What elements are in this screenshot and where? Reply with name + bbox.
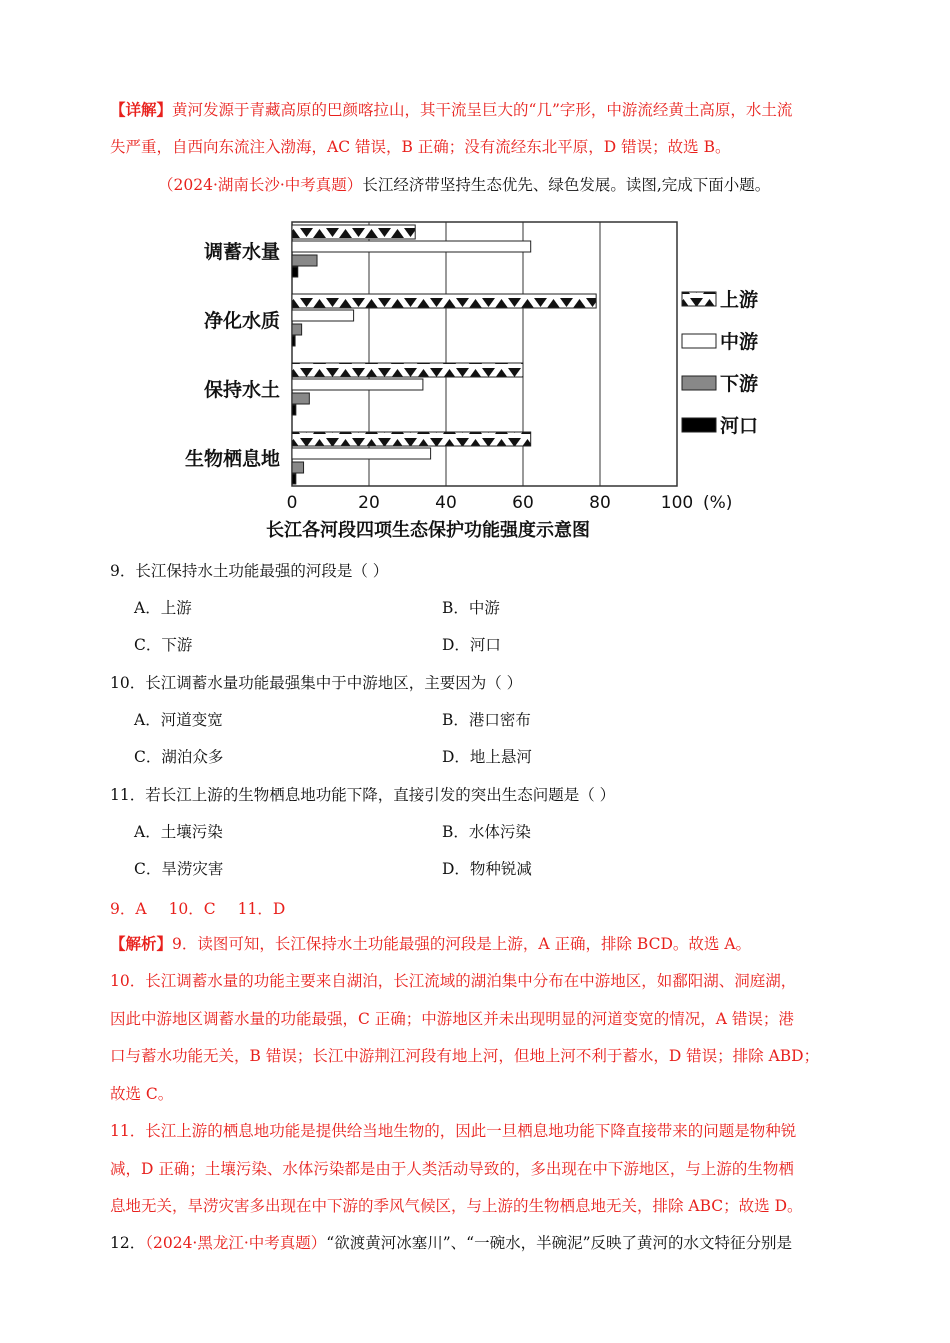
bar-调蓄水量-下游 <box>292 255 317 266</box>
q9-option-a: A．上游 <box>134 599 192 617</box>
analysis-10-line-4: 故选 C。 <box>110 1085 174 1103</box>
bar-调蓄水量-上游 <box>292 225 415 239</box>
bar-保持水土-中游 <box>292 379 423 390</box>
detail-line-1 <box>110 100 845 120</box>
q11-option-a: A．土壤污染 <box>134 823 223 841</box>
legend-swatch-河口 <box>682 418 716 432</box>
question-10-stem: 10．长江调蓄水量功能最强集中于中游地区，主要因为（ ） <box>110 674 523 692</box>
legend-swatch-下游 <box>682 376 716 390</box>
bar-生物栖息地-中游 <box>292 448 431 459</box>
category-label-生物栖息地: 生物栖息地 <box>184 448 280 470</box>
legend-label-中游: 中游 <box>720 331 759 353</box>
bar-调蓄水量-河口 <box>292 267 298 277</box>
answer-11: 11．D <box>237 900 286 918</box>
x-tick-label-40: 40 <box>435 493 457 513</box>
bar-生物栖息地-下游 <box>292 462 304 473</box>
detail-text-1: 黄河发源于青藏高原的巴颜喀拉山，其干流呈巨大的“几”字形，中游流经黄土高原，水土流 <box>172 101 793 119</box>
intro-line <box>158 175 893 195</box>
legend-label-河口: 河口 <box>720 415 759 437</box>
question-11-stem: 11．若长江上游的生物栖息地功能下降，直接引发的突出生态问题是（ ） <box>110 786 616 804</box>
legend-label-下游: 下游 <box>720 373 759 395</box>
legend-label-上游: 上游 <box>720 289 759 311</box>
answer-9: 9．A <box>110 900 147 918</box>
analysis-10-line-2: 因此中游地区调蓄水量的功能最强，C 正确；中游地区并未出现明显的河道变宽的情况，A 错误；港 <box>110 1010 794 1028</box>
bar-净化水质-河口 <box>292 336 295 346</box>
q10-option-d: D．地上悬河 <box>442 748 532 766</box>
legend-swatch-上游 <box>682 292 716 306</box>
bar-生物栖息地-上游 <box>292 432 531 446</box>
q12-text: “欲渡黄河冰塞川”、“一碗水，半碗泥”反映了黄河的水文特征分别是 <box>326 1234 792 1252</box>
question-9-stem: 9．长江保持水土功能最强的河段是（ ） <box>110 562 389 580</box>
x-tick-label-60: 60 <box>512 493 534 513</box>
bar-净化水质-上游 <box>292 294 596 308</box>
bar-保持水土-上游 <box>292 363 523 377</box>
detail-tag: 【详解】 <box>110 100 173 119</box>
category-label-保持水土: 保持水土 <box>203 379 280 401</box>
detail-line-2: 失严重，自西向东流注入渤海，AC 错误，B 正确；没有流经东北平原，D 错误；故选 B。 <box>110 138 731 156</box>
q10-option-b: B．港口密布 <box>442 711 531 729</box>
answers-line <box>110 897 307 919</box>
x-tick-label-20: 20 <box>358 493 380 513</box>
bar-净化水质-中游 <box>292 310 354 321</box>
x-unit-label: (%) <box>703 493 733 513</box>
answer-10: 10．C <box>168 900 216 918</box>
q11-option-c: C．旱涝灾害 <box>134 860 224 878</box>
analysis-line-9 <box>110 934 845 954</box>
bar-调蓄水量-中游 <box>292 241 531 252</box>
chart-title: 长江各河段四项生态保护功能强度示意图 <box>266 520 590 541</box>
category-label-调蓄水量: 调蓄水量 <box>203 241 280 263</box>
q9-option-c: C．下游 <box>134 636 193 654</box>
x-tick-label-80: 80 <box>589 493 611 513</box>
analysis-11-line-3: 息地无关，旱涝灾害多出现在中下游的季风气候区，与上游的生物栖息地无关，排除 ABC；故选 D。 <box>110 1197 803 1215</box>
q12-source: （2024·黑龙江·中考真题） <box>145 1234 327 1252</box>
question-12-line <box>110 1233 845 1253</box>
bar-保持水土-下游 <box>292 393 309 404</box>
q11-option-b: B．水体污染 <box>442 823 531 841</box>
bar-生物栖息地-河口 <box>292 474 296 484</box>
x-tick-label-0: 0 <box>286 493 298 513</box>
q9-option-b: B．中游 <box>442 599 500 617</box>
q10-option-a: A．河道变宽 <box>134 711 223 729</box>
legend-swatch-中游 <box>682 334 716 348</box>
q12-number: 12． <box>110 1234 146 1252</box>
category-label-净化水质: 净化水质 <box>203 310 280 332</box>
x-tick-label-100: 100 <box>660 493 694 513</box>
q9-option-d: D．河口 <box>442 636 501 654</box>
analysis-10-line-1: 10．长江调蓄水量的功能主要来自湖泊，长江流域的湖泊集中分布在中游地区，如鄱阳湖、洞庭湖， <box>110 972 797 990</box>
analysis-11-line-1: 11．长江上游的栖息地功能是提供给当地生物的，因此一旦栖息地功能下降直接带来的问题是物种锐 <box>110 1122 797 1140</box>
q10-option-c: C．湖泊众多 <box>134 748 224 766</box>
bar-chart <box>170 212 770 552</box>
analysis-9: 9．读图可知，长江保持水土功能最强的河段是上游，A 正确，排除 BCD。故选 A。 <box>172 935 752 953</box>
q11-option-d: D．物种锐减 <box>442 860 532 878</box>
analysis-10-line-3: 口与蓄水功能无关，B 错误；长江中游荆江河段有地上河，但地上河不利于蓄水，D 错误；排除 ABD； <box>110 1047 820 1065</box>
bar-保持水土-河口 <box>292 405 296 415</box>
analysis-tag: 【解析】 <box>110 934 173 953</box>
intro-source: （2024·湖南长沙·中考真题） <box>158 176 363 194</box>
bar-净化水质-下游 <box>292 324 302 335</box>
analysis-11-line-2: 减，D 正确；土壤污染、水体污染都是由于人类活动导致的，多出现在中下游地区，与上游的生物栖 <box>110 1160 794 1178</box>
intro-text: 长江经济带坚持生态优先、绿色发展。读图,完成下面小题。 <box>362 176 771 194</box>
